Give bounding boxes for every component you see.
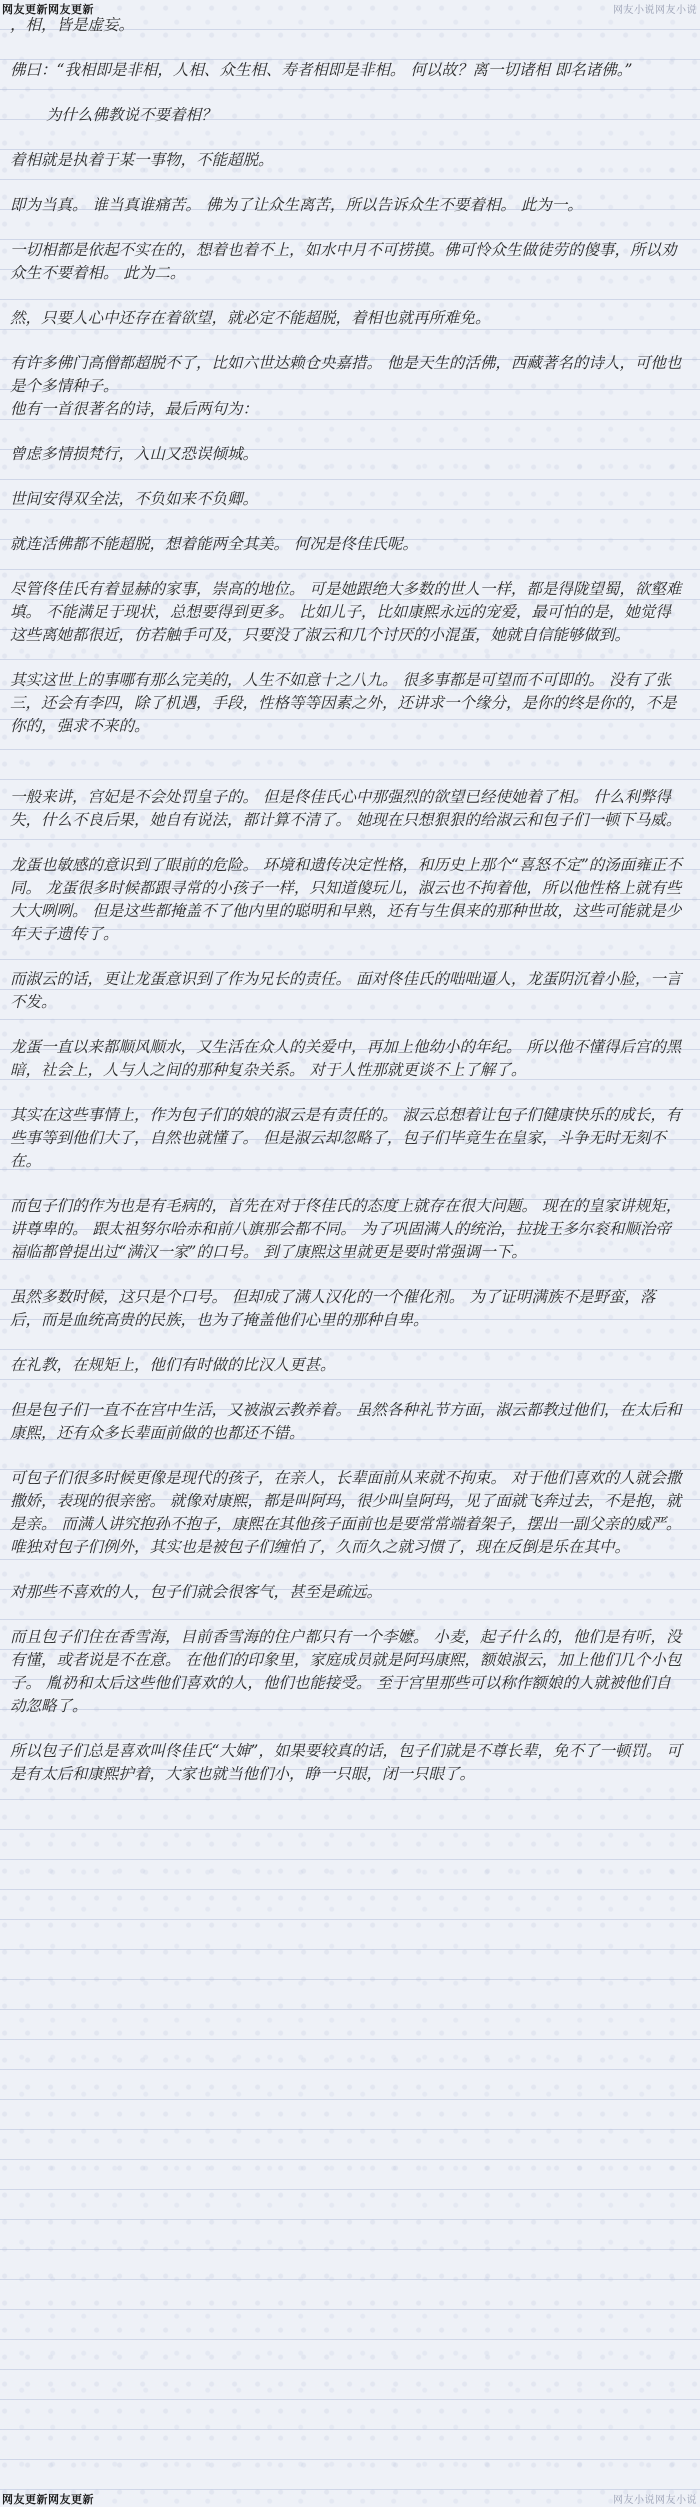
watermark-top-left: 网友更新网友更新 bbox=[2, 3, 94, 16]
paragraph-18: 其实在这些事情上，作为包子们的娘的淑云是有责任的。 淑云总想着让包子们健康快乐的成长，有些事等到他们大了，自然也就懂了。 但是淑云却忽略了，包子们毕竟生在皇家，斗争无时无刻不在。 bbox=[10, 1106, 682, 1170]
paragraph-17: 龙蛋一直以来都顺风顺水，又生活在众人的关爱中，再加上他幼小的年纪。 所以他不懂得后宫的黑暗，社会上，人与人之间的那种复杂关系。 对于人性那就更谈不上了解了。 bbox=[10, 1038, 682, 1079]
paragraph-1: ，相，皆是虚妄。 bbox=[10, 16, 135, 34]
paragraph-12: 尽管佟佳氏有着显赫的家事，崇高的地位。 可是她跟绝大多数的世人一样，都是得陇望蜀，欲壑难填。 不能满足于现状，总想要得到更多。 比如儿子，比如康熙永远的宠爱，最可怕的是，她觉得这些离她都很近，仿若触手可及，只要没了淑云和几个讨厌的小混蛋，她就自信能够做到。 bbox=[10, 580, 682, 644]
paragraph-11: 就连活佛都不能超脱，想着能两全其美。 何况是佟佳氏呢。 bbox=[10, 535, 418, 553]
paragraph-25: 而且包子们住在香雪海，目前香雪海的住户都只有一个李嬷。 小麦，起子什么的，他们是有听，没有懂，或者说是不在意。 在他们的印象里，家庭成员就是阿玛康熙，额娘淑云，加上他们几个小包子。 胤礽和太后这些他们喜欢的人，他们也能接受。 至于宫里那些可以称作额娘的人就被他们自动忽略了。 bbox=[10, 1628, 682, 1715]
paragraph-4: 着相就是执着于某一事物，不能超脱。 bbox=[10, 151, 274, 169]
paragraph-2: 佛曰：“我相即是非相，人相、众生相、寿者相即是非相。 何以故？离一切诸相 即名诸佛。” bbox=[10, 61, 633, 79]
paragraph-13: 其实这世上的事哪有那么完美的，人生不如意十之八九。 很多事都是可望而不可即的。 没有了张三，还会有李四，除了机遇，手段，性格等等因素之外，还讲求一个缘分，是你的终是你的，不是你的，强求不来的。 bbox=[10, 671, 677, 735]
paragraph-19: 而包子们的作为也是有毛病的，首先在对于佟佳氏的态度上就存在很大问题。 现在的皇家讲规矩，讲尊卑的。 跟太祖努尔哈赤和前八旗那会都不同。 为了巩固满人的统治，拉拢王多尔衮和顺治帝福临都曾提出过“满汉一家”的口号。 到了康熙这里就更是要时常强调一下。 bbox=[10, 1197, 682, 1261]
watermark-top-right: 网友小说网友小说 bbox=[613, 5, 697, 16]
paragraph-24: 对那些不喜欢的人，包子们就会很客气，甚至是疏远。 bbox=[10, 1583, 383, 1601]
paragraph-5: 即为当真。 谁当真谁痛苦。 佛为了让众生离苦，所以告诉众生不要着相。 此为一。 bbox=[10, 196, 583, 214]
paragraph-15: 龙蛋也敏感的意识到了眼前的危险。 环境和遗传决定性格，和历史上那个“喜怒不定”的汤面雍正不同。 龙蛋很多时候都跟寻常的小孩子一样，只知道傻玩儿，淑云也不拘着他，所以他性格上就有些大大咧咧。 但是这些都掩盖不了他内里的聪明和早熟，还有与生俱来的那种世故，这些可能就是少年天子遗传了。 bbox=[10, 856, 682, 943]
paragraph-3: 为什么佛教说不要着相？ bbox=[46, 106, 217, 124]
poem-line-2: 世间安得双全法，不负如来不负卿。 bbox=[10, 490, 259, 508]
paragraph-22: 但是包子们一直不在宫中生活，又被淑云教养着。 虽然各种礼节方面，淑云都教过他们，在太后和康熙，还有众多长辈面前做的也都还不错。 bbox=[10, 1401, 682, 1442]
watermark-bottom-right: 网友小说网友小说 bbox=[613, 2495, 697, 2506]
paragraph-8: 有许多佛门高僧都超脱不了，比如六世达赖仓央嘉措。 他是天生的活佛，西藏著名的诗人，可他也是个多情种子。 他有一首很著名的诗，最后两句为： bbox=[10, 354, 682, 418]
paragraph-6: 一切相都是依起不实在的，想着也着不上，如水中月不可捞摸。佛可怜众生做徒劳的傻事，所以劝众生不要着相。 此为二。 bbox=[10, 241, 677, 282]
paragraph-16: 而淑云的话，更让龙蛋意识到了作为兄长的责任。 面对佟佳氏的咄咄逼人，龙蛋阴沉着小脸，一言不发。 bbox=[10, 970, 682, 1011]
paragraph-20: 虽然多数时候，这只是个口号。 但却成了满人汉化的一个催化剂。 为了证明满族不是野蛮，落后，而是血统高贵的民族，也为了掩盖他们心里的那种自卑。 bbox=[10, 1288, 656, 1329]
paragraph-23: 可包子们很多时候更像是现代的孩子，在亲人，长辈面前从来就不拘束。 对于他们喜欢的人就会撒撒娇，表现的很亲密。 就像对康熙，都是叫阿玛，很少叫皇阿玛，见了面就飞奔过去，不是抱，就是亲。 而满人讲究抱孙不抱子，康熙在其他孩子面前也是要常常端着架子，摆出一副父亲的威严。 唯独对包子们例外，其实也是被包子们缠怕了，久而久之就习惯了，现在反倒是乐在其中。 bbox=[10, 1469, 687, 1556]
paragraph-14: 一般来讲，宫妃是不会处罚皇子的。 但是佟佳氏心中那强烈的欲望已经使她着了相。 什么利弊得失，什么不良后果，她自有说法，都计算不清了。 她现在只想狠狠的给淑云和包子们一顿下马威。 bbox=[10, 788, 682, 829]
paragraph-21: 在礼教，在规矩上，他们有时做的比汉人更甚。 bbox=[10, 1356, 336, 1374]
chapter-text bbox=[10, 14, 686, 1808]
paragraph-7: 然，只要人心中还存在着欲望，就必定不能超脱，着相也就再所难免。 bbox=[10, 309, 491, 327]
watermark-bottom-left: 网友更新网友更新 bbox=[2, 2493, 94, 2506]
paragraph-26: 所以包子们总是喜欢叫佟佳氏“大婶”，如果要较真的话，包子们就是不尊长辈，免不了一顿罚。 可是有太后和康熙护着，大家也就当他们小，睁一只眼，闭一只眼了。 bbox=[10, 1742, 682, 1783]
poem-line-1: 曾虑多情损梵行，入山又恐误倾城。 bbox=[10, 445, 259, 463]
